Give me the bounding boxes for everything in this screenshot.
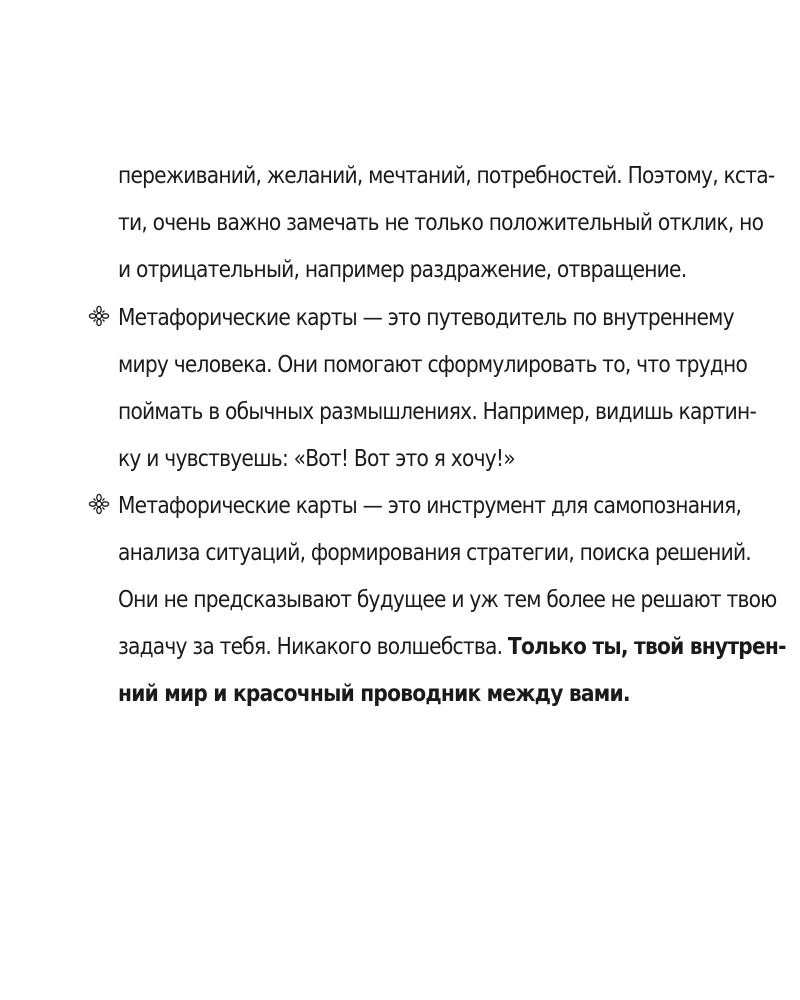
bullet-2-line-1: Метафорические карты — это инструмент для самопознания, bbox=[118, 491, 742, 519]
bullet-2-line-4-bold: Только ты, твой внутрен- bbox=[507, 632, 786, 660]
bullet-1-line-1: Метафорические карты — это путеводитель по внутреннему bbox=[118, 303, 734, 331]
intro-line-1: переживаний, желаний, мечтаний, потребностей. Поэтому, кста- bbox=[118, 161, 775, 189]
bullet-1-line-2: миру человека. Они помогают сформулировать то, что трудно bbox=[118, 350, 748, 378]
bullet-2-line-3: Они не предсказывают будущее и уж тем более не решают твою bbox=[118, 585, 777, 613]
intro-line-3: и отрицательный, например раздражение, отвращение. bbox=[118, 255, 687, 283]
flower-ornament-icon bbox=[88, 493, 110, 515]
bullet-1-line-4: ку и чувствуешь: «Вот! Вот это я хочу!» bbox=[118, 444, 515, 472]
bullet-1-line-3: поймать в обычных размышлениях. Например, видишь картин- bbox=[118, 397, 756, 425]
bullet-2-line-2: анализа ситуаций, формирования стратегии, поиска решений. bbox=[118, 538, 751, 566]
bullet-2-line-5-bold: ний мир и красочный проводник между вами. bbox=[118, 679, 630, 707]
bullet-2-line-4-plain: задачу за тебя. Никакого волшебства. bbox=[118, 632, 508, 660]
intro-line-2: ти, очень важно замечать не только положительный отклик, но bbox=[118, 208, 764, 236]
bullet-2-line-4 bbox=[118, 623, 786, 669]
flower-ornament-icon bbox=[88, 305, 110, 327]
